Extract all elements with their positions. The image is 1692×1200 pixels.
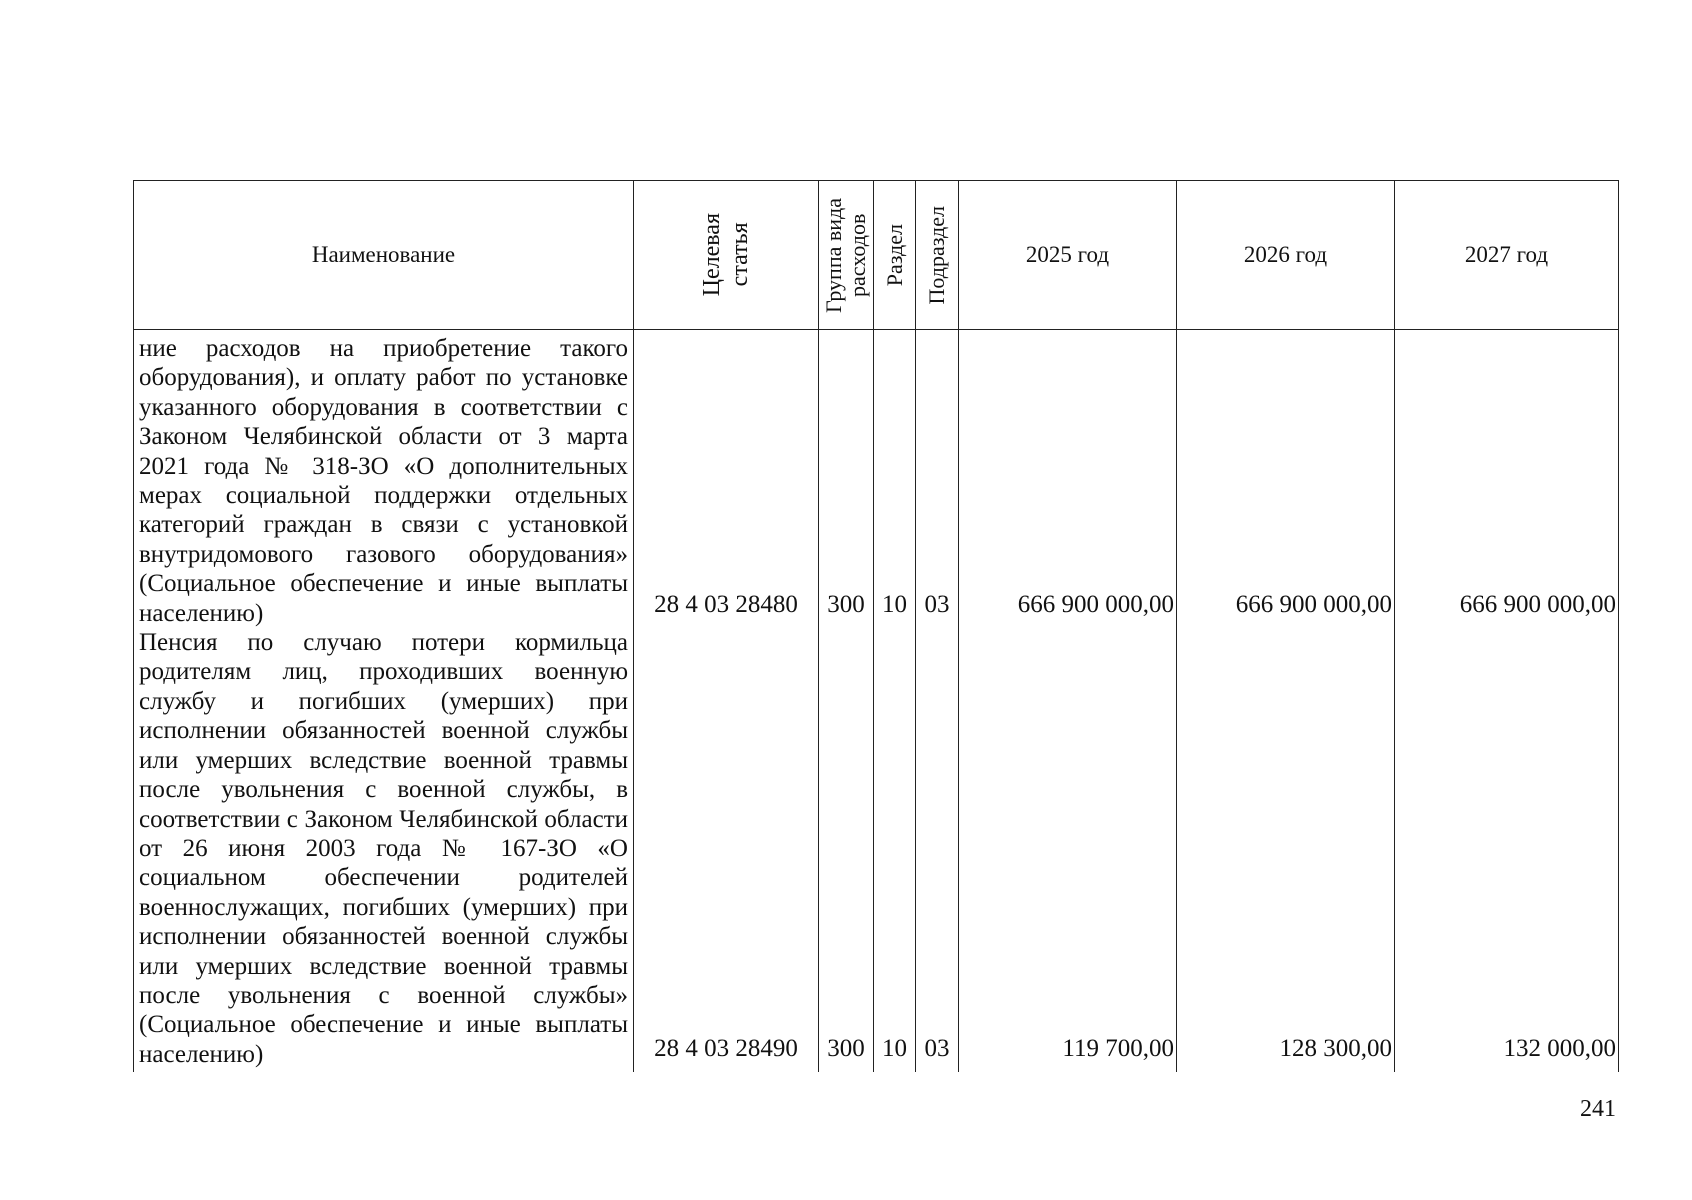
header-subsection-label: Подраздел [924, 205, 949, 305]
header-subsection [916, 181, 959, 330]
header-target-article [634, 181, 819, 330]
row-2-name: Пенсия по случаю потери кормильца родителям лиц, проходивших военную службу и погибших (умерших) при исполнении обязанностей военной службы или умерших вследствие военной травмы после увольнения с военной службы, в соответствии с Законом Челябинской области от 26 июня 2003 года № 167-ЗО «О социальном обеспечении родителей военнослужащих, погибших (умерших) при исполнении обязанностей военной службы или умерших вследствие военной травмы после увольнения с военной службы» (Социальное обеспечение и иные выплаты населению) [139, 629, 628, 1068]
header-year-2026: 2026 год [1177, 181, 1395, 330]
row-1-year-2027: 666 900 000,00 [1459, 591, 1616, 618]
row-2-year-2025: 119 700,00 [1062, 1035, 1174, 1062]
name-cell [134, 330, 634, 1073]
row-2-subsection: 03 [924, 1035, 950, 1062]
subsection-cell [916, 330, 959, 1073]
row-2-year-2026: 128 300,00 [1279, 1035, 1392, 1062]
header-expense-group-label: Группа вида расходов [821, 197, 870, 313]
row-1-subsection: 03 [924, 591, 950, 618]
row-1-year-2025: 666 900 000,00 [1017, 591, 1174, 618]
header-target-article-label: Целевая статья [699, 213, 753, 297]
target-article-cell [634, 330, 819, 1073]
header-expense-group [819, 181, 874, 330]
row-2-section: 10 [882, 1035, 907, 1062]
row-1-name: ние расходов на приобретение такого оборудования), и оплату работ по установке указанного оборудования в соответствии с Законом Челябинской области от 3 марта 2021 года № 318-ЗО «О дополнительных мерах социальной поддержки отдельных категорий граждан в связи с установкой внутридомового газового оборудования» (Социальное обеспечение и иные выплаты населению) [139, 335, 628, 627]
row-1-target-article: 28 4 03 28480 [654, 591, 798, 618]
header-name: Наименование [134, 181, 634, 330]
header-section-label: Раздел [881, 223, 907, 287]
year-2025-cell [959, 330, 1177, 1073]
expense-group-cell [819, 330, 874, 1073]
table-body [134, 330, 1619, 1073]
year-2027-cell [1395, 330, 1619, 1073]
section-cell [874, 330, 916, 1073]
row-2-target-article: 28 4 03 28490 [654, 1035, 798, 1062]
budget-table [133, 180, 1619, 1072]
table-row [134, 330, 1619, 1073]
row-1-year-2026: 666 900 000,00 [1235, 591, 1392, 618]
header-year-2027: 2027 год [1395, 181, 1619, 330]
year-2026-cell [1177, 330, 1395, 1073]
row-2-year-2027: 132 000,00 [1503, 1035, 1616, 1062]
row-1-section: 10 [882, 591, 907, 618]
row-2-expense-group: 300 [827, 1035, 865, 1062]
table-header [134, 181, 1619, 330]
page-number: 241 [1580, 1096, 1616, 1122]
row-1-expense-group: 300 [827, 591, 865, 618]
header-year-2025: 2025 год [959, 181, 1177, 330]
header-section [874, 181, 916, 330]
